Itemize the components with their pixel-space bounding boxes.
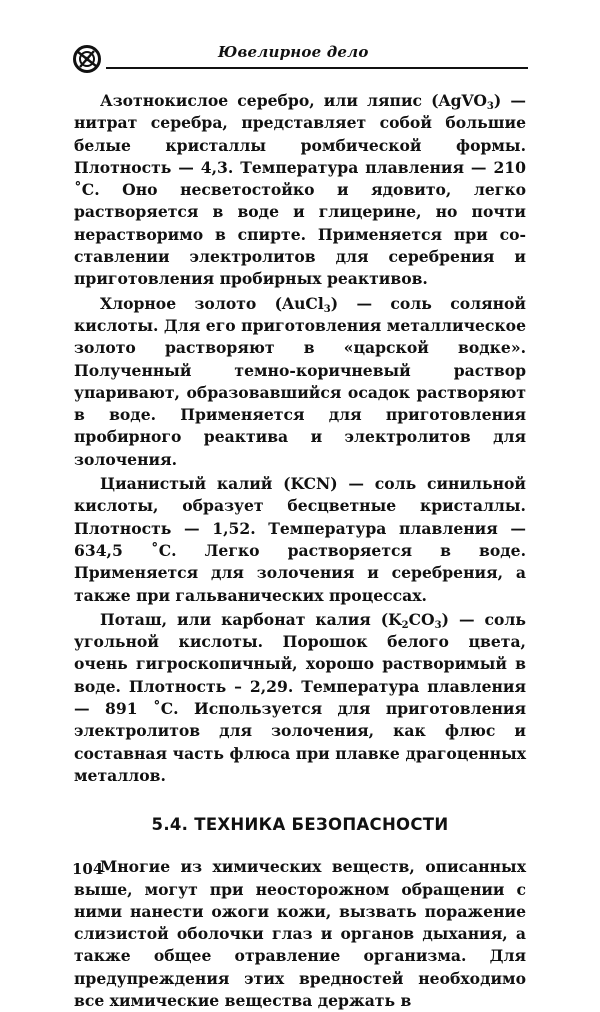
running-header: [72, 40, 528, 78]
ring-emblem-icon: [72, 44, 102, 74]
body-text: [74, 90, 526, 1012]
header-rule: [106, 67, 528, 69]
term-silver-nitrate: Азотнокислое серебро, или ляпис (AgVO$_3$): [100, 91, 502, 112]
paragraph-potassium-cyanide: Цианистый калий (KCN) — соль синильной кислоты, образует бесцветные кристаллы. Плотность — 1,52. Температура плавления — 634,5 ˚С. Легко растворяется в воде. Применяется для золочения и серебрения, а также при гальванических процессах.: [74, 474, 526, 605]
paragraph-silver-nitrate: Азотнокислое серебро, или ляпис (AgVO$_3$) — нитрат серебра, представляет собой большие белые кристаллы ромбической формы. Плотность — 4,3. Температура плавления — 210 ˚С. Оно несветостойко и ядовито, легко растворяется в воде и глицерине, но почти нерастворимо в спирте. Применяется при составлении электролитов для серебрения и приготовления пробирных реактивов.: [74, 91, 526, 289]
page-number: 104: [72, 860, 104, 878]
running-header-title: Ювелирное дело: [218, 43, 369, 61]
section-heading: 5.4. ТЕХНИКА БЕЗОПАСНОСТИ: [151, 815, 449, 835]
paragraph-gold-chloride: Хлорное золото (AuCl$_3$) — соль соляной кислоты. Для его приготовления металлическое золото растворяют в «царской водке». Полученный темно-коричневый раствор упаривают, образовавшийся осадок растворяют в воде. Применяется для приготовления пробирного реактива и электролитов для золочения.: [74, 293, 526, 469]
paragraph-potash: Поташ, или карбонат калия $(K_2CO_3)$ — соль угольной кислоты. Порошок белого цвета, очень гигроскопичный, хорошо растворимый в воде. Плотность – 2,29. Температура плавления — 891 ˚С. Используется для приготовления электролитов для золочения, как флюс и составная часть флюса при плавке драгоценных металлов.: [74, 609, 526, 785]
term-gold-chloride: Хлорное золото (AuCl$_3$): [100, 293, 339, 315]
term-potassium-cyanide: Цианистый калий (KCN): [100, 474, 338, 494]
paragraph-safety: Многие из химических веществ, описанных выше, могут при неосторожном обращении с ними нанести ожоги кожи, вызвать поражение слизистой оболочки глаз и органов дыхания, а также общее отравление организма. Для предупреждения этих вредностей необходимо все химические вещества держать в: [74, 857, 526, 1010]
term-potash: Поташ, или карбонат калия $(K_2CO_3)$: [100, 609, 449, 631]
